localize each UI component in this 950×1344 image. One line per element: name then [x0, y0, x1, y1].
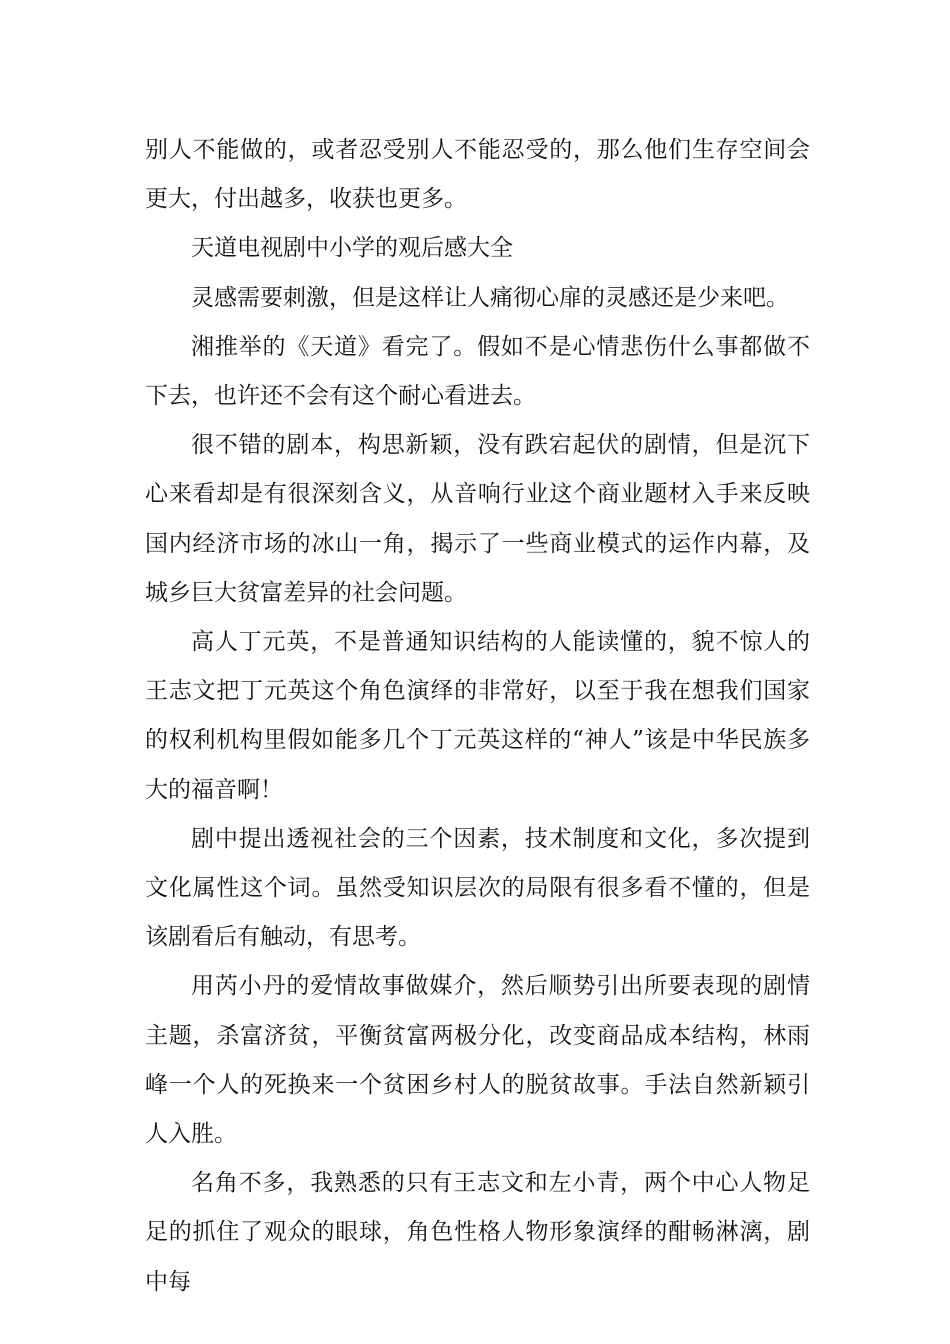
paragraph: 用芮小丹的爱情故事做媒介，然后顺势引出所要表现的剧情主题，杀富济贫，平衡贫富两极分化，改变商品成本结构，林雨峰一个人的死换来一个贫困乡村人的脱贫故事。手法自然新颖引人入胜。	[145, 973, 810, 1148]
paragraph: 名角不多，我熟悉的只有王志文和左小青，两个中心人物足足的抓住了观众的眼球，角色性格人物形象演绎的酣畅淋漓，剧中每	[145, 1170, 810, 1295]
paragraph: 灵感需要刺激，但是这样让人痛彻心扉的灵感还是少来吧。	[191, 284, 789, 311]
paragraph: 高人丁元英，不是普通知识结构的人能读懂的，貌不惊人的王志文把丁元英这个角色演绎的非常好，以至于我在想我们国家的权利机构里假如能多几个丁元英这样的“神人”该是中华民族多大的福音啊！	[145, 629, 810, 803]
paragraph-continuation: 别人不能做的，或者忍受别人不能忍受的，那么他们生存空间会更大，付出越多，收获也更多。	[145, 137, 810, 213]
paragraph: 很不错的剧本，构思新颖，没有跌宕起伏的剧情，但是沉下心来看却是有很深刻含义，从音响行业这个商业题材入手来反映国内经济市场的冰山一角，揭示了一些商业模式的运作内幕，及城乡巨大贫富差异的社会问题。	[145, 432, 810, 606]
section-heading: 天道电视剧中小学的观后感大全	[191, 235, 513, 262]
paragraph: 剧中提出透视社会的三个因素，技术制度和文化，多次提到文化属性这个词。虽然受知识层次的局限有很多看不懂的，但是该剧看后有触动，有思考。	[145, 825, 810, 951]
paragraph: 湘推举的《天道》看完了。假如不是心情悲伤什么事都做不下去，也许还不会有这个耐心看进去。	[145, 333, 810, 410]
document-body	[145, 126, 810, 1307]
